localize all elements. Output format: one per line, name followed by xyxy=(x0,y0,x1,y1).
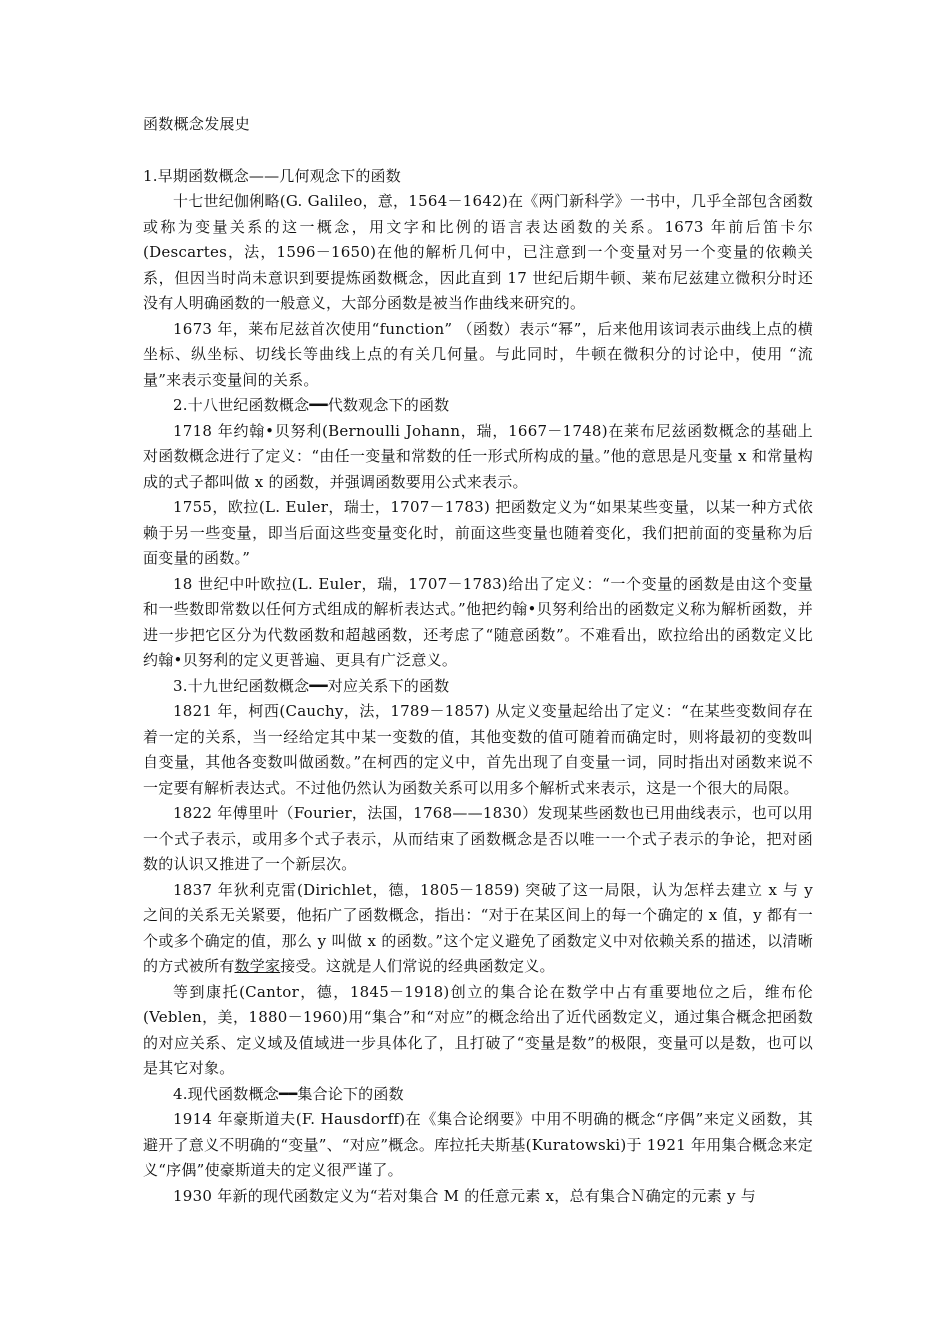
dirichlet-text-after: 接受。这就是人们常说的经典函数定义。 xyxy=(280,957,555,975)
section-4-heading: 4.现代函数概念━━集合论下的函数 xyxy=(173,1084,404,1103)
section-2-heading: 2.十八世纪函数概念━━代数观念下的函数 xyxy=(173,396,450,414)
section-1-heading: 1.早期函数概念——几何观念下的函数 xyxy=(143,166,401,185)
section-2-paragraph-2: 1755，欧拉(L. Euler，瑞士，1707－1783) 把函数定义为“如果某些变量，以某一种方式依赖于另一些变量，即当后面这些变量变化时，前面这些变量也随着变化，我们把前面的变量称为后面变量的函数。” xyxy=(143,498,813,567)
section-2-paragraph-3: 18 世纪中叶欧拉(L. Euler，瑞，1707－1783)给出了定义：“一个变量的函数是由这个变量和一些数即常数以任何方式组成的解析表达式。”他把约翰•贝努利给出的函数定义称为解析函数，并进一步把它区分为代数函数和超越函数，还考虑了“随意函数”。不难看出，欧拉给出的函数定义比约翰•贝努利的定义更普遍、更具有广泛意义。 xyxy=(143,574,813,669)
dirichlet-text-before: 1837 年狄利克雷(Dirichlet，德，1805－1859) 突破了这一局限，认为怎样去建立 x 与 y 之间的关系无关紧要，他拓广了函数概念，指出：“对于在某区间上的每一个确定的 x 值，y 都有一个或多个确定的值，那么 y 叫做 x 的函数。”这个定义避免了函数定义中对依赖关系的描述，以清晰的方式被所有 xyxy=(143,880,813,975)
section-3-paragraph-1: 1821 年，柯西(Cauchy，法，1789－1857) 从定义变量起给出了定义：“在某些变数间存在着一定的关系，当一经给定其中某一变数的值，其他变数的值可随着而确定时，则将最初的变数叫自变量，其他各变数叫做函数。”在柯西的定义中，首先出现了自变量一词，同时指出对函数来说不一定要有解析表达式。不过他仍然认为函数关系可以用多个解析式来表示，这是一个很大的局限。 xyxy=(143,702,813,797)
section-3-heading: 3.十九世纪函数概念━━对应关系下的函数 xyxy=(173,676,450,695)
mathematician-link[interactable]: 数学家 xyxy=(234,957,281,975)
document-title: 函数概念发展史 xyxy=(143,115,251,133)
section-4-paragraph-2: 1930 年新的现代函数定义为“若对集合 M 的任意元素 x，总有集合Ｎ确定的元素 y 与 xyxy=(173,1186,756,1205)
section-3-paragraph-4: 等到康托(Cantor，德，1845－1918)创立的集合论在数学中占有重要地位之后，维布伦(Veblen，美，1880－1960)用“集合”和“对应”的概念给出了近代函数定义，通过集合概念把函数的对应关系、定义域及值域进一步具体化了，且打破了“变量是数”的极限，变量可以是数，也可以是其它对象。 xyxy=(143,982,813,1077)
section-2-paragraph-1: 1718 年约翰•贝努利(Bernoulli Johann，瑞，1667－1748)在莱布尼兹函数概念的基础上对函数概念进行了定义：“由任一变量和常数的任一形式所构成的量。”他的意思是凡变量 x 和常量构成的式子都叫做 x 的函数，并强调函数要用公式来表示。 xyxy=(143,421,813,491)
document-page xyxy=(143,112,813,1209)
section-3-paragraph-2: 1822 年傅里叶（Fourier，法国，1768——1830）发现某些函数也已用曲线表示，也可以用一个式子表示，或用多个式子表示，从而结束了函数概念是否以唯一一个式子表示的争论，把对函数的认识又推进了一个新层次。 xyxy=(143,804,813,873)
section-1-paragraph-2: 1673 年，莱布尼兹首次使用“function” （函数）表示“幂”，后来他用该词表示曲线上点的横坐标、纵坐标、切线长等曲线上点的有关几何量。与此同时，牛顿在微积分的讨论中，使用 “流量”来表示变量间的关系。 xyxy=(143,319,813,389)
section-4-paragraph-1: 1914 年豪斯道夫(F. Hausdorff)在《集合论纲要》中用不明确的概念“序偶”来定义函数，其避开了意义不明确的“变量”、“对应”概念。库拉托夫斯基(Kuratowski)于 1921 年用集合概念来定义“序偶”使豪斯道夫的定义很严谨了。 xyxy=(143,1110,813,1179)
section-3-paragraph-dirichlet xyxy=(143,878,813,980)
section-1-paragraph-1: 十七世纪伽俐略(G. Galileo，意，1564－1642)在《两门新科学》一书中，几乎全部包含函数或称为变量关系的这一概念，用文字和比例的语言表达函数的关系。1673 年前后笛卡尔(Descartes，法，1596－1650)在他的解析几何中，已注意到一个变量对另一个变量的依赖关系，但因当时尚未意识到要提炼函数概念，因此直到 17 世纪后期牛顿、莱布尼兹建立微积分时还没有人明确函数的一般意义，大部分函数是被当作曲线来研究的。 xyxy=(143,192,814,312)
